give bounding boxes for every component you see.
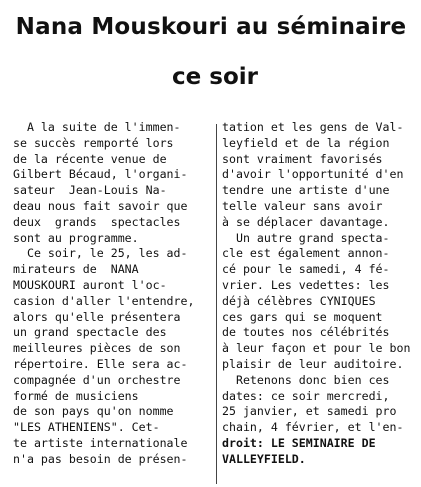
body-line: Ce soir, le 25, les ad- xyxy=(13,246,188,261)
body-line: tation et les gens de Val- xyxy=(222,120,404,134)
body-line: chain, 4 février, et l'en- xyxy=(222,420,404,435)
body-line: te artiste internationale xyxy=(13,435,188,450)
body-line: sont vraiment favorisés xyxy=(222,151,383,166)
body-line: de toutes nos célébrités xyxy=(222,325,390,340)
body-line: tendre une artiste d'une xyxy=(222,183,390,198)
body-line: répertoire. Elle sera ac- xyxy=(13,356,188,371)
body-line: deux grands spectacles xyxy=(13,214,181,229)
body-line: 25 janvier, et samedi pro xyxy=(222,404,397,419)
body-line: sont au programme. xyxy=(13,230,139,245)
body-line: de la récente venue de xyxy=(13,151,167,166)
body-line: meilleures pièces de son xyxy=(13,341,181,356)
right-column xyxy=(222,120,418,468)
body-line: telle valeur sans avoir xyxy=(222,198,383,213)
body-line: cé pour le samedi, 4 fé- xyxy=(222,262,390,277)
body-line: formé de musiciens xyxy=(13,388,139,403)
body-line: "LES ATHENIENS". Cet- xyxy=(13,420,160,435)
body-line: sateur Jean-Louis Na- xyxy=(13,183,167,198)
body-line: Gilbert Bécaud, l'organi- xyxy=(13,167,188,182)
body-line: leyfield et de la région xyxy=(222,135,390,150)
body-line: dates: ce soir mercredi, xyxy=(222,388,390,403)
body-line: casion d'aller l'entendre, xyxy=(13,293,195,308)
body-line: un grand spectacle des xyxy=(13,325,167,340)
body-line: à leur façon et pour le bon xyxy=(222,341,411,356)
body-line: ces gars qui se moquent xyxy=(222,309,383,324)
body-line: VALLEYFIELD. xyxy=(222,451,306,466)
body-line: vrier. Les vedettes: les xyxy=(222,277,390,292)
headline-line-1: Nana Mouskouri au séminaire xyxy=(15,14,407,40)
body-line: deau nous fait savoir que xyxy=(13,198,188,213)
body-line: Retenons donc bien ces xyxy=(222,372,390,387)
body-line: A la suite de l'immen- xyxy=(13,120,181,134)
body-line: MOUSKOURI auront l'oc- xyxy=(13,277,167,292)
body-line: droit: LE SEMINAIRE DE xyxy=(222,435,376,450)
column-divider xyxy=(216,124,217,484)
body-line: se succès remporté lors xyxy=(13,135,174,150)
body-line: à se déplacer davantage. xyxy=(222,214,390,229)
body-line: cle est également annon- xyxy=(222,246,390,261)
body-line: plaisir de leur auditoire. xyxy=(222,356,404,371)
body-line: alors qu'elle présentera xyxy=(13,309,181,324)
body-line: Un autre grand specta- xyxy=(222,230,390,245)
body-line: d'avoir l'opportunité d'en xyxy=(222,167,404,182)
body-line: compagnée d'un orchestre xyxy=(13,372,181,387)
body-line: mirateurs de NANA xyxy=(13,262,139,277)
body-line: n'a pas besoin de présen- xyxy=(13,451,188,466)
body-line: déjà célèbres CYNIQUES xyxy=(222,293,376,308)
headline-line-2: ce soir xyxy=(172,64,258,90)
body-line: de son pays qu'on nomme xyxy=(13,404,174,419)
left-column xyxy=(13,120,213,468)
